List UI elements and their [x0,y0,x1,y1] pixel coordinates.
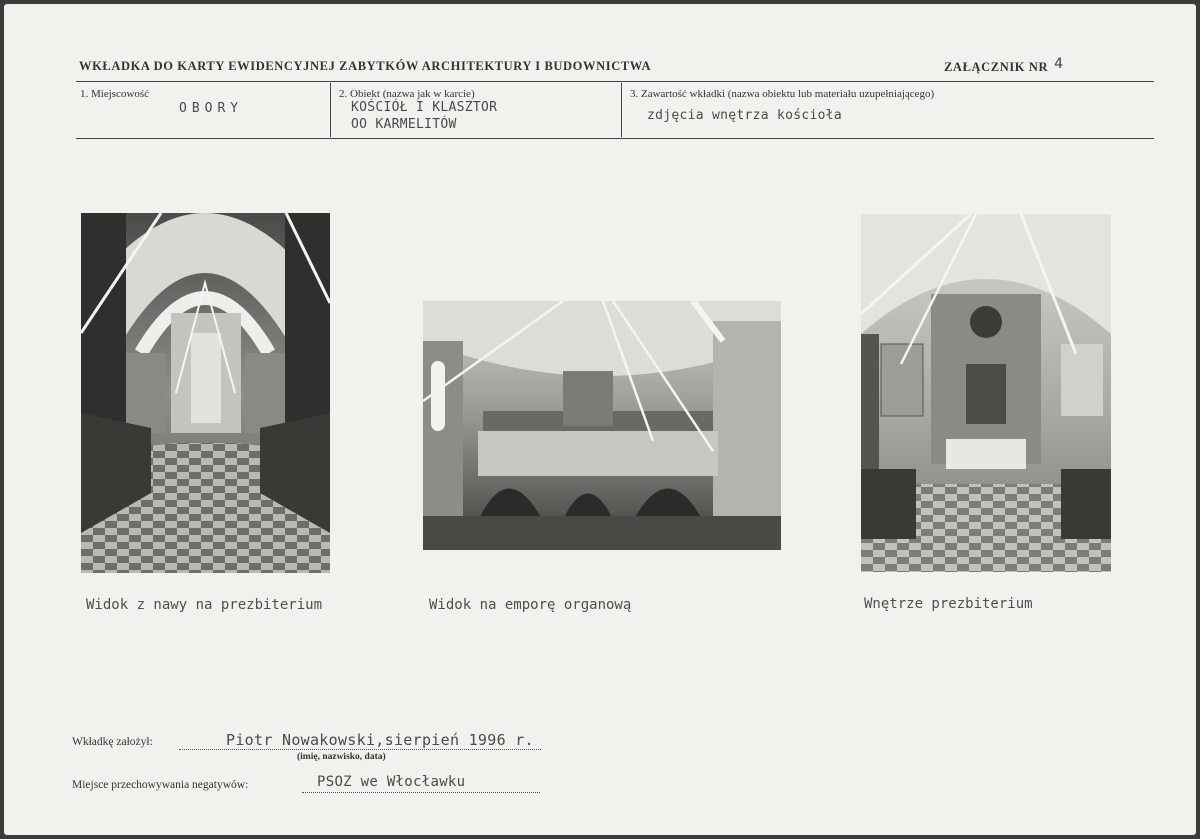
caption-photo-2: Widok na emporę organową [429,597,632,613]
created-by-line [179,749,541,750]
created-by-label: Wkładkę założył: [72,736,153,748]
created-by-value: Piotr Nowakowski,sierpień 1996 r. [226,731,534,749]
negatives-label: Miejsce przechowywania negatywów: [72,779,249,791]
created-by-hint: (imię, nazwisko, data) [297,752,386,762]
photo-organ-loft [423,301,781,550]
annex-label-text: ZAŁĄCZNIK NR [944,60,1049,74]
field-3-label: 3. Zawartość wkładki (nazwa obiektu lub materiału uzupełniającego) [630,88,935,100]
caption-photo-3: Wnętrze prezbiterium [864,596,1033,612]
negatives-value: PSOZ we Włocławku [317,774,466,790]
header-rule-top [76,81,1154,82]
field-1-value: OBORY [179,101,244,116]
field-divider-1 [330,83,331,137]
annex-number: 4 [1054,56,1064,72]
annex-label [944,56,1064,75]
header-rule-bottom [76,138,1154,139]
negatives-line [302,792,540,793]
record-sheet [4,4,1196,835]
form-title: WKŁADKA DO KARTY EWIDENCYJNEJ ZABYTKÓW ARCHITEKTURY I BUDOWNICTWA [79,59,652,73]
caption-photo-1: Widok z nawy na prezbiterium [86,597,323,613]
field-1-label: 1. Miejscowość [80,88,150,100]
field-2-label: 2. Obiekt (nazwa jak w karcie) [339,88,475,100]
photo-presbytery-interior [861,214,1111,572]
field-2-value-line2: OO KARMELITÓW [351,117,457,132]
field-2-value-line1: KOŚCIÓŁ I KLASZTOR [351,100,498,115]
field-divider-2 [621,83,622,137]
photo-nave-to-presbytery [81,213,330,573]
field-3-value: zdjęcia wnętrza kościoła [647,108,843,123]
